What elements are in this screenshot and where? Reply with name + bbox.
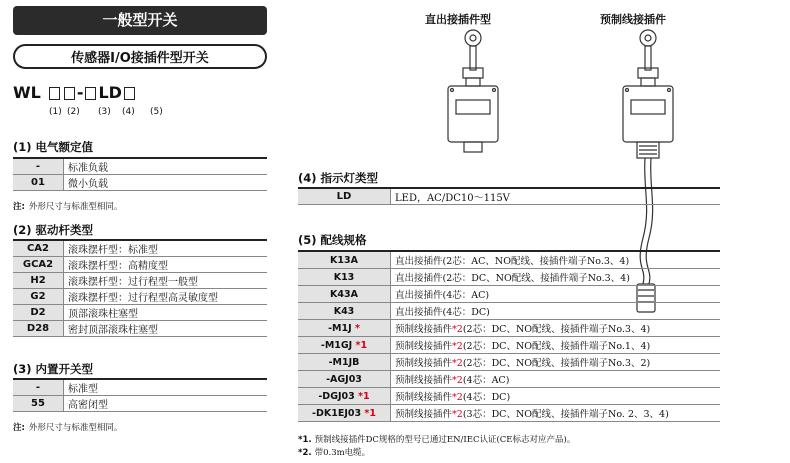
desc-cell: 微小负载 (64, 175, 268, 191)
desc-cell: 直出接插件(4芯：DC) (391, 303, 721, 320)
code-cell: -DK1EJ03 *1 (298, 405, 391, 422)
note-text: 外形尺寸与标准型相同。 (28, 423, 123, 433)
indicator-table (298, 187, 720, 205)
desc-cell: 滚珠摆杆型：过行程型一般型 (64, 273, 268, 289)
index-label: (5) (150, 107, 163, 117)
table-row (13, 305, 267, 321)
code-cell: -DGJ03 *1 (298, 388, 391, 405)
code-cell: K43A (298, 286, 391, 303)
desc-cell: 直出接插件(2芯：AC、NO配线、接插件端子No.3、4) (391, 251, 721, 269)
desc-cell: 密封顶部滚珠柱塞型 (64, 321, 268, 337)
code-box-1 (49, 87, 60, 100)
code-cell: K13A (298, 251, 391, 269)
footnote-mark: *2. (298, 448, 312, 458)
section-title: (2) 驱动杆类型 (13, 223, 94, 237)
code-cell: D28 (13, 321, 64, 337)
index-label: (1) (49, 107, 62, 117)
desc-cell: 预制线接插件*2(2芯：DC、NO配线、接插件端子No.3、4) (391, 320, 721, 337)
index-label: (2) (67, 107, 80, 117)
code-cell: GCA2 (13, 257, 64, 273)
note-text: 外形尺寸与标准型相同。 (28, 202, 123, 212)
code-box-3 (85, 87, 96, 100)
section-title: (5) 配线规格 (298, 233, 367, 247)
desc-cell: 直出接插件(2芯：DC、NO配线、接插件端子No.3、4) (391, 269, 721, 286)
table-row (298, 388, 720, 405)
desc-cell: 预制线接插件*2(3芯：DC、NO配线、接插件端子No. 2、3、4) (391, 405, 721, 422)
desc-cell: 滚珠摆杆型：标准型 (64, 240, 268, 257)
desc-cell: 标准型 (64, 379, 268, 396)
table-row (298, 303, 720, 320)
table-row (298, 371, 720, 388)
code-cell: D2 (13, 305, 64, 321)
image-caption: 预制线接插件 (600, 13, 666, 26)
table-row (13, 379, 267, 396)
table-row (13, 240, 267, 257)
footnote-text: 带0.3m电缆。 (314, 448, 371, 458)
note-label: 注: (13, 423, 25, 433)
code-cell: 01 (13, 175, 64, 191)
desc-cell: 预制线接插件*2(4芯：DC) (391, 388, 721, 405)
image-caption: 直出接插件型 (425, 13, 491, 26)
switch-table (13, 378, 267, 412)
model-sep: - (76, 83, 84, 102)
section-title: (1) 电气额定值 (13, 140, 94, 154)
desc-cell: 预制线接插件*2(4芯：AC) (391, 371, 721, 388)
section-title: (4) 指示灯类型 (298, 171, 379, 185)
code-cell: K13 (298, 269, 391, 286)
desc-cell: LED，AC/DC10～115V (391, 188, 721, 205)
desc-cell: 滚珠摆杆型：过行程型高灵敏度型 (64, 289, 268, 305)
table-row (298, 269, 720, 286)
code-box-2 (64, 87, 75, 100)
model-mid: LD (98, 83, 122, 102)
model-code (13, 83, 137, 103)
section-banner: 一般型开关 (13, 6, 267, 35)
desc-cell: 标准负载 (64, 158, 268, 175)
desc-cell: 高密闭型 (64, 396, 268, 412)
table-row (13, 289, 267, 305)
footnote-mark: *1. (298, 435, 312, 445)
index-label: (3) (98, 107, 111, 117)
footnote (298, 433, 575, 445)
note (13, 421, 122, 433)
table-row (298, 286, 720, 303)
footnote (298, 446, 370, 458)
direct-connector-switch-illustration (430, 28, 520, 168)
code-cell: - (13, 158, 64, 175)
table-row (298, 405, 720, 422)
desc-cell: 预制线接插件*2(2芯：DC、NO配线、接插件端子No.3、2) (391, 354, 721, 371)
code-cell: -M1JB (298, 354, 391, 371)
table-row (13, 273, 267, 289)
table-row (13, 175, 267, 191)
desc-cell: 直出接插件(4芯：AC) (391, 286, 721, 303)
table-row (298, 354, 720, 371)
desc-cell: 滚珠摆杆型：高精度型 (64, 257, 268, 273)
code-cell: - (13, 379, 64, 396)
code-box-5 (124, 87, 135, 100)
rating-table (13, 157, 267, 191)
table-row (13, 396, 267, 412)
table-row (298, 251, 720, 269)
code-cell: -AGJ03 (298, 371, 391, 388)
table-row (298, 188, 720, 205)
code-cell: G2 (13, 289, 64, 305)
desc-cell: 顶部滚珠柱塞型 (64, 305, 268, 321)
table-row (298, 337, 720, 354)
section-title: (3) 内置开关型 (13, 362, 94, 376)
code-cell: CA2 (13, 240, 64, 257)
wiring-table (298, 250, 720, 422)
code-cell: -M1GJ *1 (298, 337, 391, 354)
code-cell: 55 (13, 396, 64, 412)
footnote-text: 预制线接插件DC规格的型号已通过EN/IEC认证(CE标志对应产品)。 (314, 435, 576, 445)
note (13, 200, 122, 212)
subtitle-pill: 传感器I/O接插件型开关 (13, 44, 267, 69)
code-cell: LD (298, 188, 391, 205)
table-row (13, 158, 267, 175)
table-row (13, 321, 267, 337)
actuator-table (13, 239, 267, 337)
code-cell: K43 (298, 303, 391, 320)
note-label: 注: (13, 202, 25, 212)
desc-cell: 预制线接插件*2(2芯：DC、NO配线、接插件端子No.1、4) (391, 337, 721, 354)
code-cell: -M1J * (298, 320, 391, 337)
table-row (298, 320, 720, 337)
index-label: (4) (122, 107, 135, 117)
model-prefix: WL (13, 83, 41, 102)
table-row (13, 257, 267, 273)
code-cell: H2 (13, 273, 64, 289)
